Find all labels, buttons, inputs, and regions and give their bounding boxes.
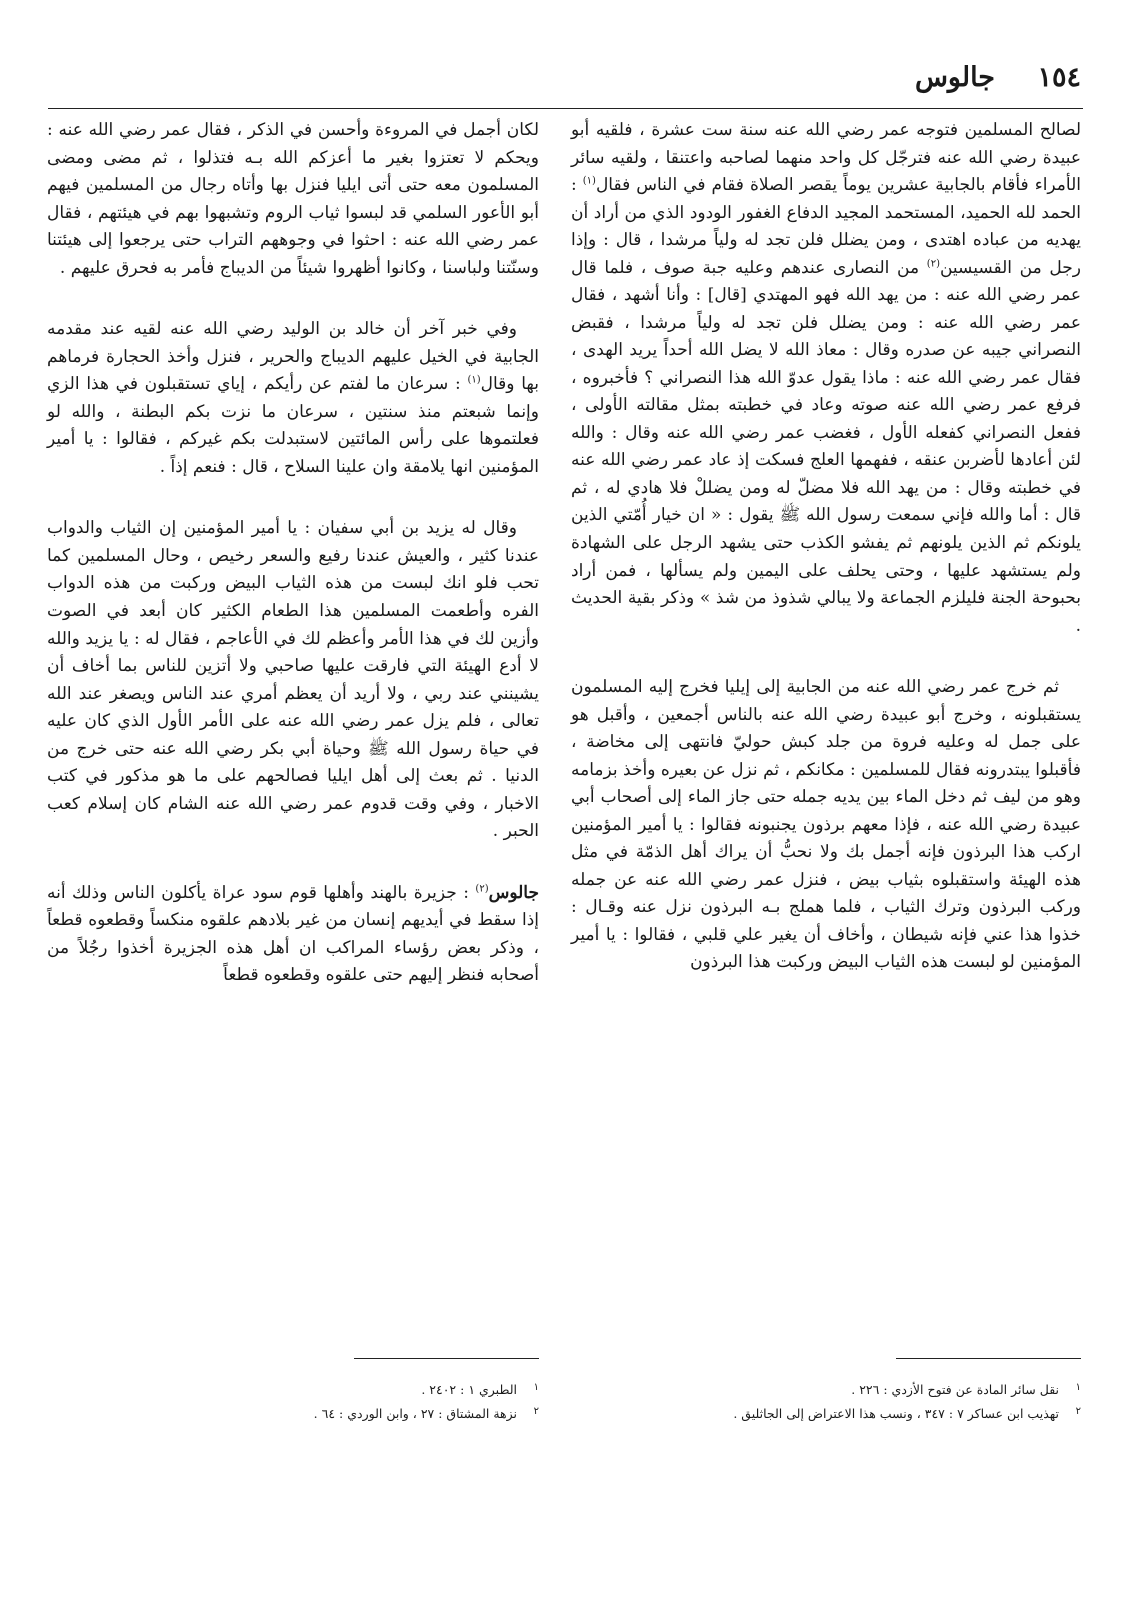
footnote-rule: [354, 1358, 539, 1359]
footnote-rule: [896, 1358, 1081, 1359]
paragraph-text: : جزيرة بالهند وأهلها قوم سود عراة يأكلون الناس وذلك أنه إذا سقط في أيديهم إنسان من غير بلادهم علقوه منكساً وقطعوه قطعاً ، وذكر بعض رؤساء المراكب ان أهل هذه الجزيرة أخذوا رجُلاً من أصحابه فنظر إليهم حتى علقوه وقطعوه قطعاً: [47, 882, 539, 986]
right-column: [571, 117, 1081, 1011]
paragraph-text: لكان أجمل في المروءة وأحسن في الذكر ، فقال عمر رضي الله عنه : ويحكم لا تعتزوا بغير ما أعزكم الله بـه فتذلوا ، ثم مضى ومضى المسلمون معه حتى أتى ايليا فنزل بها وأتاه رجال من المسلمين فيهم أبو الأعور السلمي قد لبسوا ثياب الروم وتشبهوا بهم في هيئتهم ، فقال عمر رضي الله عنه : احثوا في وجوههم التراب حتى يرجعوا إلى هيئتنا وسنّتنا ولباسنا ، وكانوا أظهروا شيئاً من الديباج فأمر به فحرق عليهم .: [47, 120, 539, 278]
paragraph-text: ثم خرج عمر رضي الله عنه من الجابية إلى إيليا فخرج إليه المسلمون يستقبلونه ، وخرج أبو عبيدة رضي الله عنه بالناس أجمعين ، وأقبل هو على جمل له وعليه فروة من جلد كبش حوليّ فانتهى إلى مخاضة ، فأقبلوا يبتدرونه فقال للمسلمين : مكانكم ، ثم نزل عن بعيره وأخذ بزمامه وهو من ليف ثم دخل الماء بين يديه جمله حتى جاز الماء إلى أصحاب أبي عبيدة رضي الله عنه ، فإذا معهم برذون يجنبونه فقالوا : يا أمير المؤمنين اركب هذا البرذون فإنه أجمل بك ولا نحبُّ أن يراك أهل الذمّة في مثل هذه الهيئة واستقبلوه بثياب بيض ، فنزل عمر رضي الله عنه عن جمله وركب البرذون وترك الثياب ، فلما هملج بـه البرذون نزل عنه وقـال : خذوا هذا عني فإنه شيطان ، وأخاف أن يغير علي قلبي ، فقالوا : يا أمير المؤمنين لو لبست هذه الثياب البيض وركبت هذا البرذون: [571, 677, 1081, 973]
footnote-ref: (١): [582, 175, 596, 187]
paragraph-text: : سرعان ما لفتم عن رأيكم ، إياي تستقبلون في هذا الزي وإنما شبعتم منذ سنتين ، سرعان ما نزت بكم البطنة ، والله لو فعلتموها على رأس المائتين لاستبدلت بكم غيركم ، فقالوا : يا أمير المؤمنين انها يلامقة وان علينا السلاح ، قال : فنعم إذاً .: [47, 374, 539, 477]
footnote-number: ٢: [533, 1405, 539, 1417]
paragraph-text: وقال له يزيد بن أبي سفيان : يا أمير المؤمنين إن الثياب والدواب عندنا كثير ، والعيش عندنا رفيع والسعر رخيص ، وحال المسلمين كما تحب فلو انك لبست من هذه الثياب البيض وركبت من هذه الدواب الفره وأطعمت المسلمين هذا الطعام الكثير كان أبعد في الصوت وأزين لك في هذا الأمر وأعظم لك في الأعاجم ، فقال له : يا يزيد والله لا أدع الهيئة التي فارقت عليها صاحبي ولا أتزين للناس بما أخاف أن يشينني عند ربي ، ولا أريد أن يعظم أمري عند الناس ويصغر عند الله تعالى ، فلم يزل عمر رضي الله عنه على الأمر الأول الذي كان عليه في حياة رسول الله ﷺ وحياة أبي بكر رضي الله عنه حتى خرج من الدنيا . ثم بعث إلى أهل ايليا فصالحهم على ما هو مذكور في كتب الاخبار ، وفي وقت قدوم عمر رضي الله عنه الشام كان إسلام كعب الحبر .: [47, 518, 539, 842]
paragraph-text: من النصارى عندهم وعليه جبة صوف ، فلما قال عمر رضي الله عنه : من يهد الله فهو المهتدي [قال] : وأنا أشهد ، فقال عمر رضي الله عنه : ومن يضلل فلن تجد له ولياً مرشدا ، فقبض النصراني جيبه عن صدره وقال : معاذ الله لا يضل الله أحداً يريد الهدى ، فقال عمر رضي الله عنه : ماذا يقول عدوّ الله هذا النصراني ؟ فأخبروه ، فرفع عمر رضي الله عنه صوته وعاد في خطبته بمثل مقالته الأولى ، ففعل النصراني كفعله الأول ، فغضب عمر رضي الله عنه وقال : والله لئن أعادها لأضربن عنقه ، ففهمها العلج فسكت إذ عاد عمر رضي الله عنه في خطبته وقال : من يهد الله فلا مضلّ له ومن يضللْ فلا هادي له ، ثم قال : أما والله فإني سمعت رسول الله ﷺ يقول : « ان خيار أُمّتي الذين يلونكم ثم الذين يلونهم ثم يفشو الكذب حتى يشهد الرجل على الشهادة ولم يستشهد عليها ، وحتى يحلف على اليمين ولم يسألها ، فمن أراد بحبوحة الجنة فليلزم الجماعة ولا يبالي شذوذ من شذ » وذكر بقية الحديث .: [571, 257, 1081, 636]
footnote-ref: (١): [467, 374, 481, 386]
footnote: [571, 1402, 1081, 1426]
footnote-text: الطبري ١ : ٢٤٠٢ .: [421, 1382, 517, 1397]
footnote-text: نقل سائر المادة عن فتوح الأزدي : ٢٢٦ .: [851, 1382, 1059, 1397]
footnote-ref: (٢): [926, 258, 940, 269]
footnote-number: ١: [533, 1382, 539, 1393]
footnote-text: تهذيب ابن عساكر ٧ : ٣٤٧ ، ونسب هذا الاعتراض إلى الجاثليق .: [733, 1405, 1059, 1421]
footnotes-right: [571, 1378, 1081, 1426]
footnote: [47, 1402, 539, 1426]
paragraph: [571, 674, 1081, 977]
left-column: [47, 117, 539, 1024]
page-number: ١٥٤: [1037, 62, 1081, 93]
paragraph: [571, 117, 1081, 640]
paragraph-text: وفي خبر آخر أن خالد بن الوليد رضي الله عنه لقيه عند مقدمه الجابية في الخيل عليهم الديباج والحرير ، فنزل وأخذ الحجارة فرماهم بها وقال: [47, 319, 539, 395]
entry-headword: جالوس: [488, 882, 539, 903]
footnote-number: ٢: [1075, 1405, 1081, 1417]
running-title: جالوس: [914, 62, 995, 93]
footnote-ref: (٢): [475, 883, 489, 895]
footnote: [47, 1378, 539, 1402]
paragraph: [47, 117, 539, 282]
header-rule: [48, 108, 1083, 109]
entry-paragraph: [47, 880, 539, 990]
paragraph-text: : الحمد لله الحميد، المستحمد المجيد الدفاع الغفور الودود الذي من أراد أن يهديه من عباده اهتدى ، ومن يضلل فلن تجد له ولياً مرشدا ، قال : وإذا رجل من القسيسين: [571, 175, 1081, 278]
footnotes-left: [47, 1378, 539, 1426]
paragraph-text: لصالح المسلمين فتوجه عمر رضي الله عنه سنة ست عشرة ، فلقيه أبو عبيدة رضي الله عنه فترجّل كل واحد منهما لصاحبه واعتنقا ، ولقيه سائر الأمراء فأقام بالجابية عشرين يوماً يقصر الصلاة فقام في الناس فقال: [571, 120, 1081, 196]
page-header: [50, 58, 1081, 102]
footnote-text: نزهة المشتاق : ٢٧ ، وابن الوردي : ٦٤ .: [313, 1405, 517, 1421]
paragraph: [47, 316, 539, 481]
footnote-number: ١: [1075, 1382, 1081, 1393]
footnote: [571, 1378, 1081, 1402]
paragraph: [47, 515, 539, 845]
